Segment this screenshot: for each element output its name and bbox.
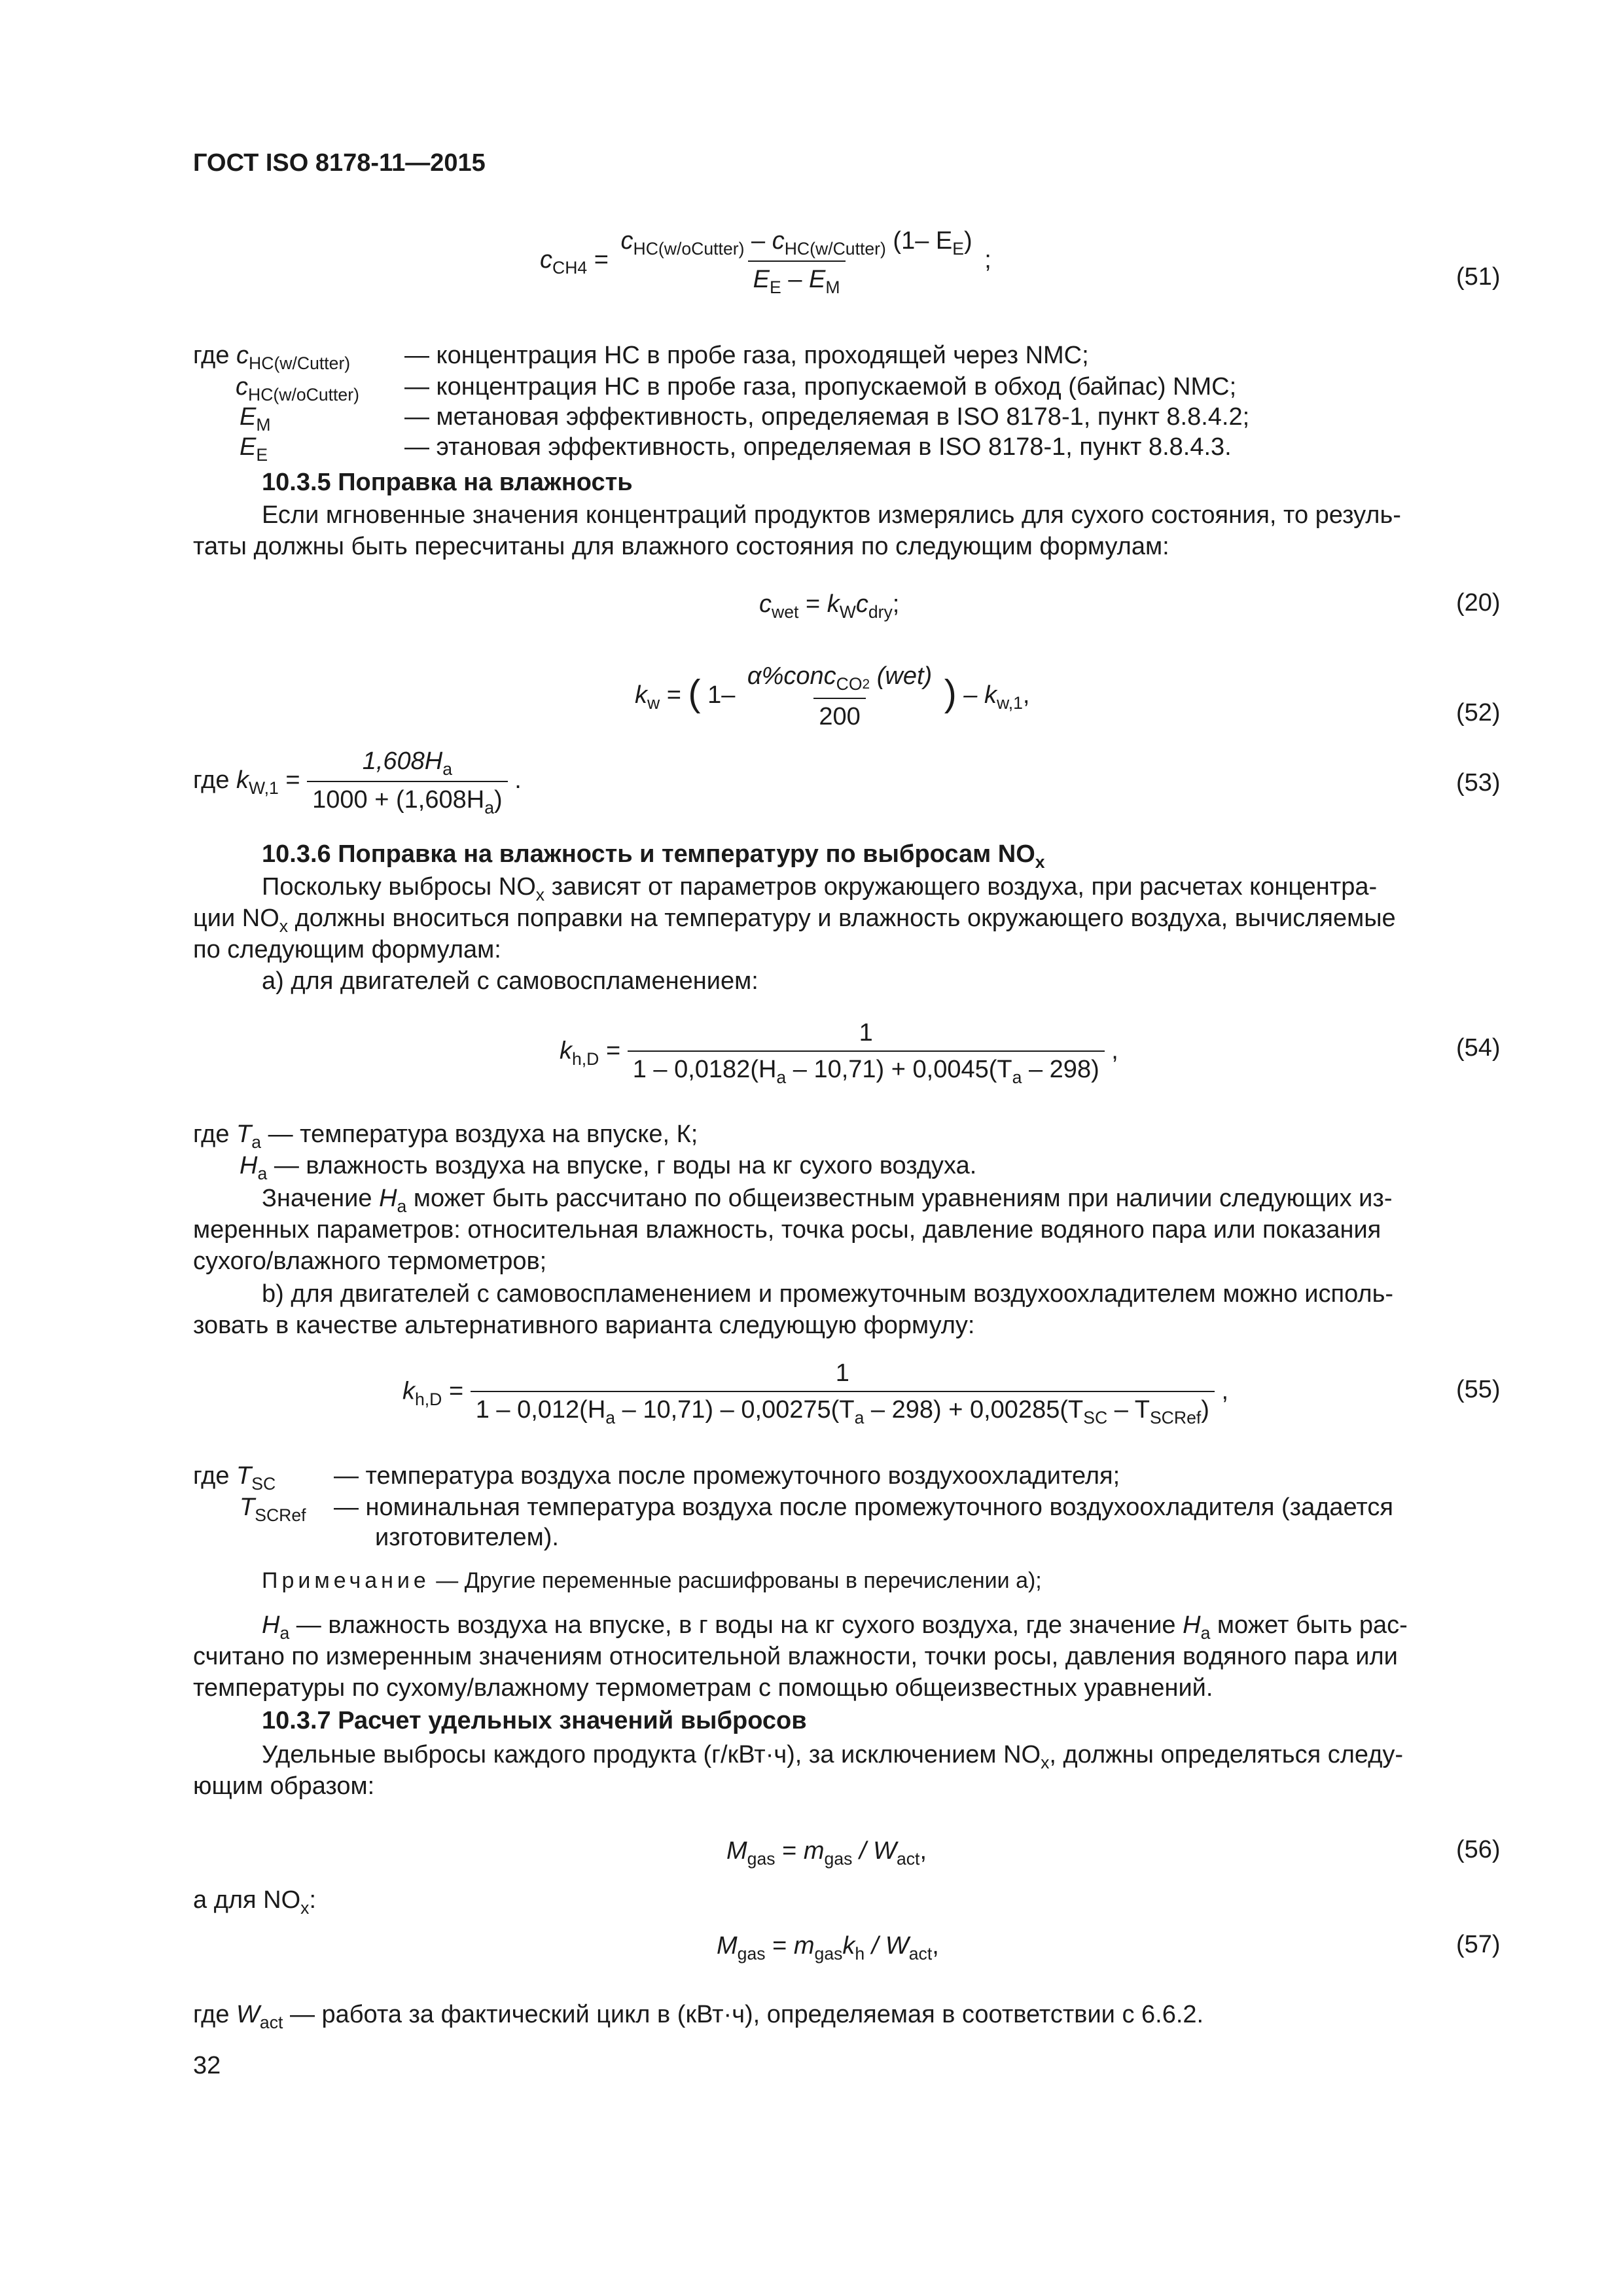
paragraph-line: температуры по сухому/влажному термометрам с помощью общеизвестных уравнений.: [193, 1674, 1213, 1702]
equation-57: $M_{gas} = m_{gas}k_h / W_{act}$,: [717, 1932, 939, 1964]
paragraph-line: где $W_{act}$ — работа за фактический цикл в (кВт·ч), определяемая в соответствии с 6.6.2.: [193, 2001, 1204, 2033]
paragraph-line: Значение $H_a$ может быть рассчитано по общеизвестным уравнениям при наличии следующих из-: [262, 1185, 1393, 1217]
paragraph-line: а для $NO_x$:: [193, 1886, 317, 1918]
equation-55: $k_{h,D}$ = 1 $1 - 0,012(H_a - 10,71) - 0,00275(T_a - 298) + 0,00285(T_{SC} - T_{SCRef})$ ,: [402, 1359, 1229, 1428]
section-title-10-3-5: 10.3.5 Поправка на влажность: [262, 469, 633, 496]
equation-20: $c_{wet} = k_Wc_{dry}$;: [759, 590, 900, 622]
paragraph-line: таты должны быть пересчитаны для влажного состояния по следующим формулам:: [193, 533, 1169, 560]
equation-number-52: (52): [1456, 699, 1501, 726]
list-item-b: b) для двигателей с самовоспламенением и промежуточным воздухоохладителем можно исполь-: [262, 1280, 1394, 1308]
definition-line: $H_a$ — влажность воздуха на впуске, г воды на кг сухого воздуха.: [240, 1152, 977, 1184]
document-header: ГОСТ ISO 8178-11—2015: [193, 149, 486, 177]
paragraph-line: Если мгновенные значения концентраций продуктов измерялись для сухого состояния, то резуль-: [262, 501, 1401, 529]
equation-51: $c_{CH4}$ = $c_{HC(w/oCutter)} - c_{HC(w/Cutter)}$ (1– $E_E$) $E_E - E_M$ ;: [540, 227, 991, 298]
definition-line: где $T_{SC}$: [193, 1462, 276, 1494]
definition-text: — концентрация HC в пробе газа, пропускаемой в обход (байпас) NMC;: [404, 373, 1237, 401]
definition-text: — метановая эффективность, определяемая в ISO 8178-1, пункт 8.8.4.2;: [404, 403, 1250, 431]
paragraph-line: меренных параметров: относительная влажность, точка росы, давление водяного пара или показания: [193, 1216, 1382, 1244]
paragraph-line: зовать в качестве альтернативного варианта следующую формулу:: [193, 1312, 975, 1339]
list-item-a: а) для двигателей с самовоспламенением:: [262, 967, 758, 995]
definition-line: $E_E$: [240, 433, 268, 465]
paragraph-line: $H_a$ — влажность воздуха на впуске, в г воды на кг сухого воздуха, где значение $H_a$ может быть рас-: [262, 1611, 1408, 1643]
section-title-10-3-6: 10.3.6 Поправка на влажность и температуру по выбросам $NO_x$: [262, 840, 1045, 872]
definition-line: где $c_{HC(w/Cutter)}$: [193, 342, 351, 374]
note: Примечание — Другие переменные расшифрованы в перечислении а);: [262, 1568, 1042, 1593]
equation-number-55: (55): [1456, 1376, 1501, 1403]
equation-number-54: (54): [1456, 1034, 1501, 1062]
paragraph-line: сухого/влажного термометров;: [193, 1247, 547, 1275]
definition-line: $E_M$: [240, 403, 271, 435]
equation-number-51: (51): [1456, 263, 1501, 291]
page-number: 32: [193, 2052, 221, 2079]
paragraph-line: считано по измеренным значениям относительной влажности, точки росы, давления водяного пара или: [193, 1643, 1398, 1670]
definition-line: где $T_a$ — температура воздуха на впуске, К;: [193, 1121, 698, 1153]
equation-56: $M_{gas} = m_{gas} / W_{act}$,: [726, 1837, 927, 1869]
definition-text: — этановая эффективность, определяемая в ISO 8178-1, пункт 8.8.4.3.: [404, 433, 1232, 461]
paragraph-line: ющим образом:: [193, 1772, 375, 1800]
equation-52: $k_w$ = ( 1– $\frac{\alpha\%conc_{CO}2 (wet)}{200}$ ) – $k_{w,1}$,: [635, 662, 1030, 730]
paragraph-line: Удельные выбросы каждого продукта (г/кВт·ч), за исключением $NO_x$, должны определяться следу-: [262, 1741, 1404, 1773]
equation-number-56: (56): [1456, 1836, 1501, 1863]
equation-51-fraction: $c_{HC(w/oCutter)} - c_{HC(w/Cutter)}$ (1– $E_E$) $E_E - E_M$: [620, 227, 972, 298]
equation-number-53: (53): [1456, 769, 1501, 797]
definition-text: изготовителем).: [375, 1524, 559, 1551]
equation-number-20: (20): [1456, 589, 1501, 617]
section-title-10-3-7: 10.3.7 Расчет удельных значений выбросов: [262, 1707, 807, 1734]
paragraph-line: Поскольку выбросы $NO_x$ зависят от параметров окружающего воздуха, при расчетах концентра-: [262, 873, 1378, 905]
definition-line: $c_{HC(w/oCutter)}$: [236, 373, 359, 405]
paragraph-line: по следующим формулам:: [193, 936, 501, 963]
equation-number-57: (57): [1456, 1931, 1501, 1958]
equation-54: $k_{h,D}$ = $\frac{1}{1 - 0,0182(H_a - 10,71) + 0,0045(T_a - 298)}$ ,: [560, 1019, 1118, 1088]
definition-line: $T_{SCRef}$: [240, 1494, 306, 1526]
paragraph-line: ции $NO_x$ должны вноситься поправки на температуру и влажность окружающего воздуха, вычисляемые: [193, 905, 1396, 937]
definition-text: — номинальная температура воздуха после промежуточного воздухоохладителя (задается: [334, 1494, 1393, 1521]
definition-text: — температура воздуха после промежуточного воздухоохладителя;: [334, 1462, 1120, 1490]
definition-text: — концентрация HC в пробе газа, проходящей через NMC;: [404, 342, 1089, 369]
equation-53: где $k_{W,1}$ = $\frac{1,608H_a}{1000 + (1,608H_a)}$ .: [193, 747, 522, 818]
